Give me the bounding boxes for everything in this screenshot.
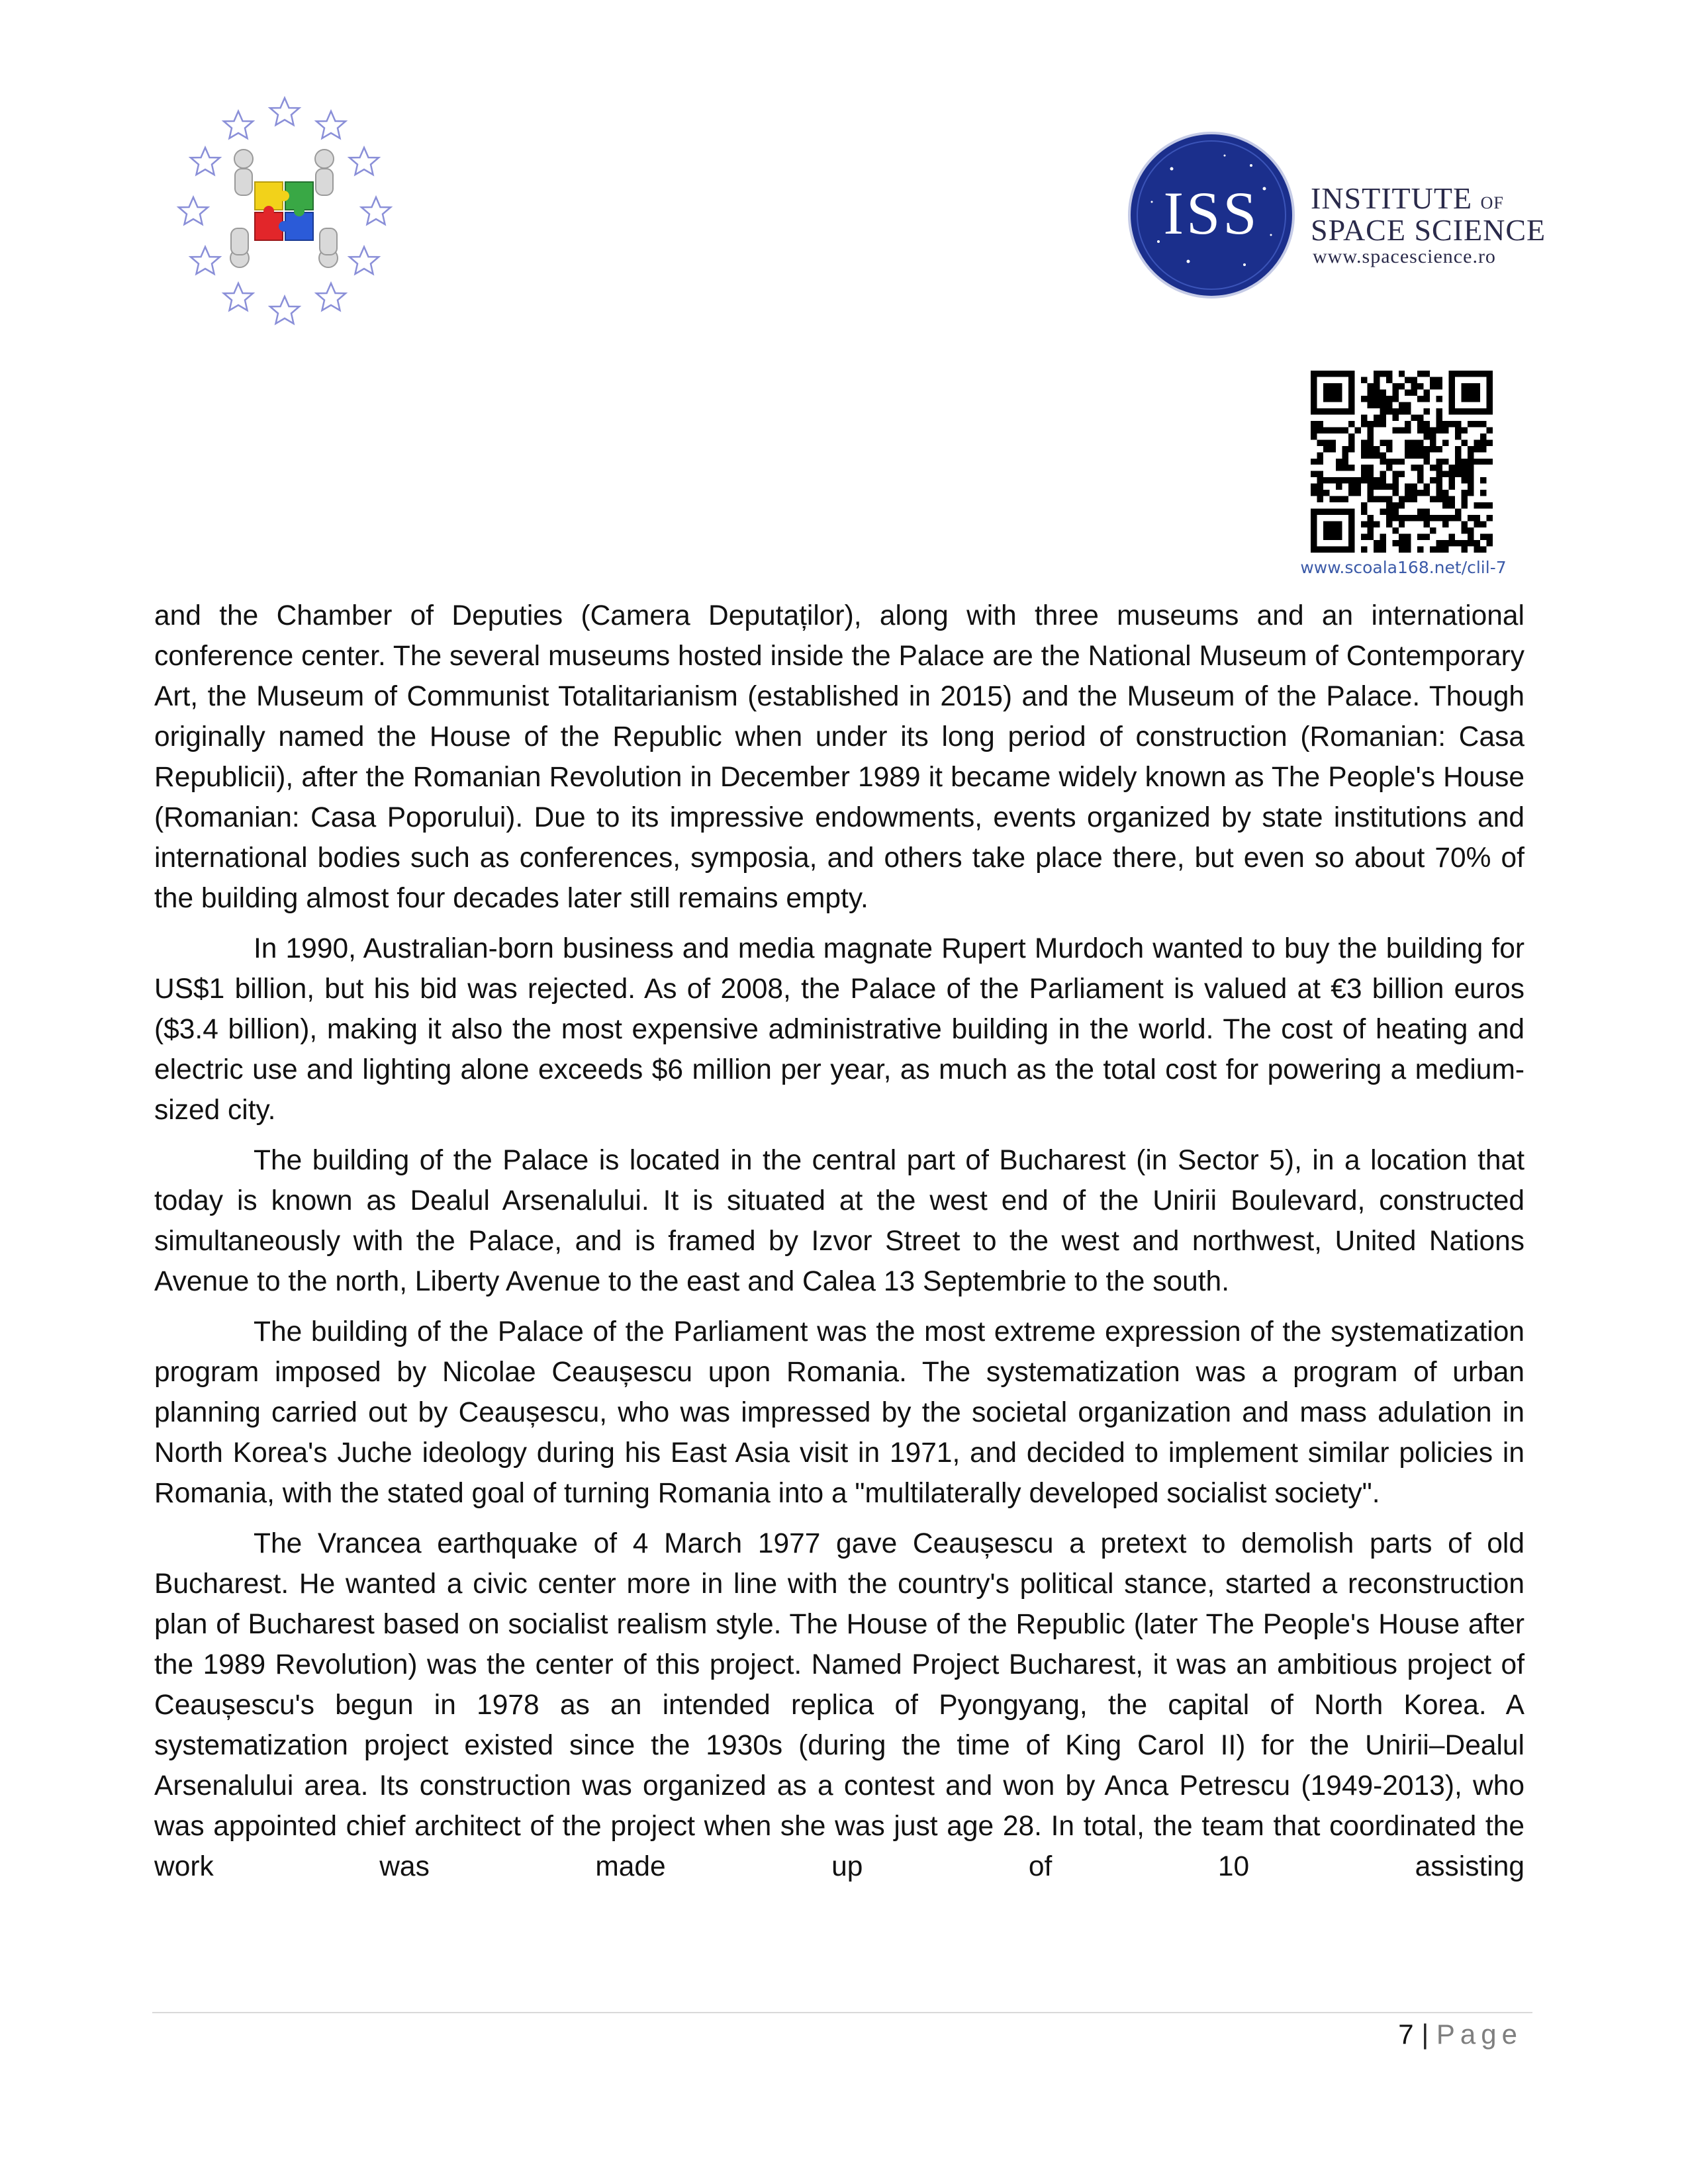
qr-code-icon (1311, 371, 1493, 553)
paragraph: The Vrancea earthquake of 4 March 1977 gave Ceaușescu a pretext to demolish parts of old Bucharest. He wanted a civic center more in line with the country's political stance, started a reconstruction plan of Bucharest based on socialist realism style. The House of the Republic (later The People's House after the 1989 Revolution) was the center of this project. Named Project Bucharest, it was an ambitious project of Ceaușescu's begun in 1978 as an intended replica of Pyongyang, the capital of North Korea. A systematization project existed since the 1930s (during the time of King Carol II) for the Unirii–Dealul Arsenalului area. Its construction was organized as a contest and won by Anca Petrescu (1949-2013), who was appointed chief architect of the project when she was just age 28. In total, the team that coordinated the work was made up of 10 assisting (154, 1528, 1524, 1882)
iss-website-text: www.spacescience.ro (1313, 246, 1496, 267)
paragraph: The building of the Palace is located in the central part of Bucharest (in Sector 5), in a location that today is known as Dealul Arsenalului. It is situated at the west end of the Unirii Boulevard, constructed simultaneously with the Palace, and is framed by Izvor Street to the west and northwest, United Nations Avenue to the north, Liberty Avenue to the east and Calea 13 Septembrie to the south. (154, 1145, 1524, 1297)
iss-line1-small: OF (1480, 193, 1504, 212)
iss-line1-main: INSTITUTE (1311, 181, 1473, 215)
qr-url[interactable]: www.scoala168.net/clil-7 (1300, 558, 1507, 577)
clil-puzzle-stars-logo-icon (165, 93, 404, 331)
iss-circle-logo-icon (1125, 129, 1297, 301)
clil-logo (165, 93, 404, 331)
document-body (154, 596, 1524, 1897)
iss-logo (1125, 129, 1546, 301)
iss-circle-text: ISS (1163, 179, 1260, 247)
paragraph: In 1990, Australian-born business and media magnate Rupert Murdoch wanted to buy the building for US$1 billion, but his bid was rejected. As of 2008, the Palace of the Parliament is valued at €3 billion euros ($3.4 billion), making it also the most expensive administrative building in the world. The cost of heating and electric use and lighting alone exceeds $6 million per year, as much as the total cost for powering a medium-sized city. (154, 933, 1524, 1126)
page-footer (1324, 2019, 1523, 2050)
iss-space-science-text: SPACE SCIENCE (1311, 213, 1546, 247)
page-separator: | (1421, 2019, 1429, 2050)
paragraph: The building of the Palace of the Parliament was the most extreme expression of the systematization program imposed by Nicolae Ceaușescu upon Romania. The systematization was a program of urban planning carried out by Ceaușescu, who was impressed by the societal organization and mass adulation in North Korea's Juche ideology during his East Asia visit in 1971, and decided to implement similar policies in Romania, with the stated goal of turning Romania into a "multilaterally developed socialist society". (154, 1316, 1524, 1509)
footer-divider (152, 2012, 1532, 2013)
page-label: Page (1436, 2019, 1523, 2050)
paragraph: and the Chamber of Deputies (Camera Deputaților), along with three museums and an international conference center. The several museums hosted inside the Palace are the National Museum of Contemporary Art, the Museum of Communist Totalitarianism (established in 2015) and the Museum of the Palace. Though originally named the House of the Republic when under its long period of construction (Romanian: Casa Republicii), after the Romanian Revolution in December 1989 it became widely known as The People's House (Romanian: Casa Poporului). Due to its impressive endowments, events organized by state institutions and international bodies such as conferences, symposia, and others take place there, but even so about 70% of the building almost four decades later still remains empty. (154, 600, 1524, 914)
page-number: 7 (1398, 2019, 1414, 2050)
iss-institute-text (1311, 181, 1504, 216)
